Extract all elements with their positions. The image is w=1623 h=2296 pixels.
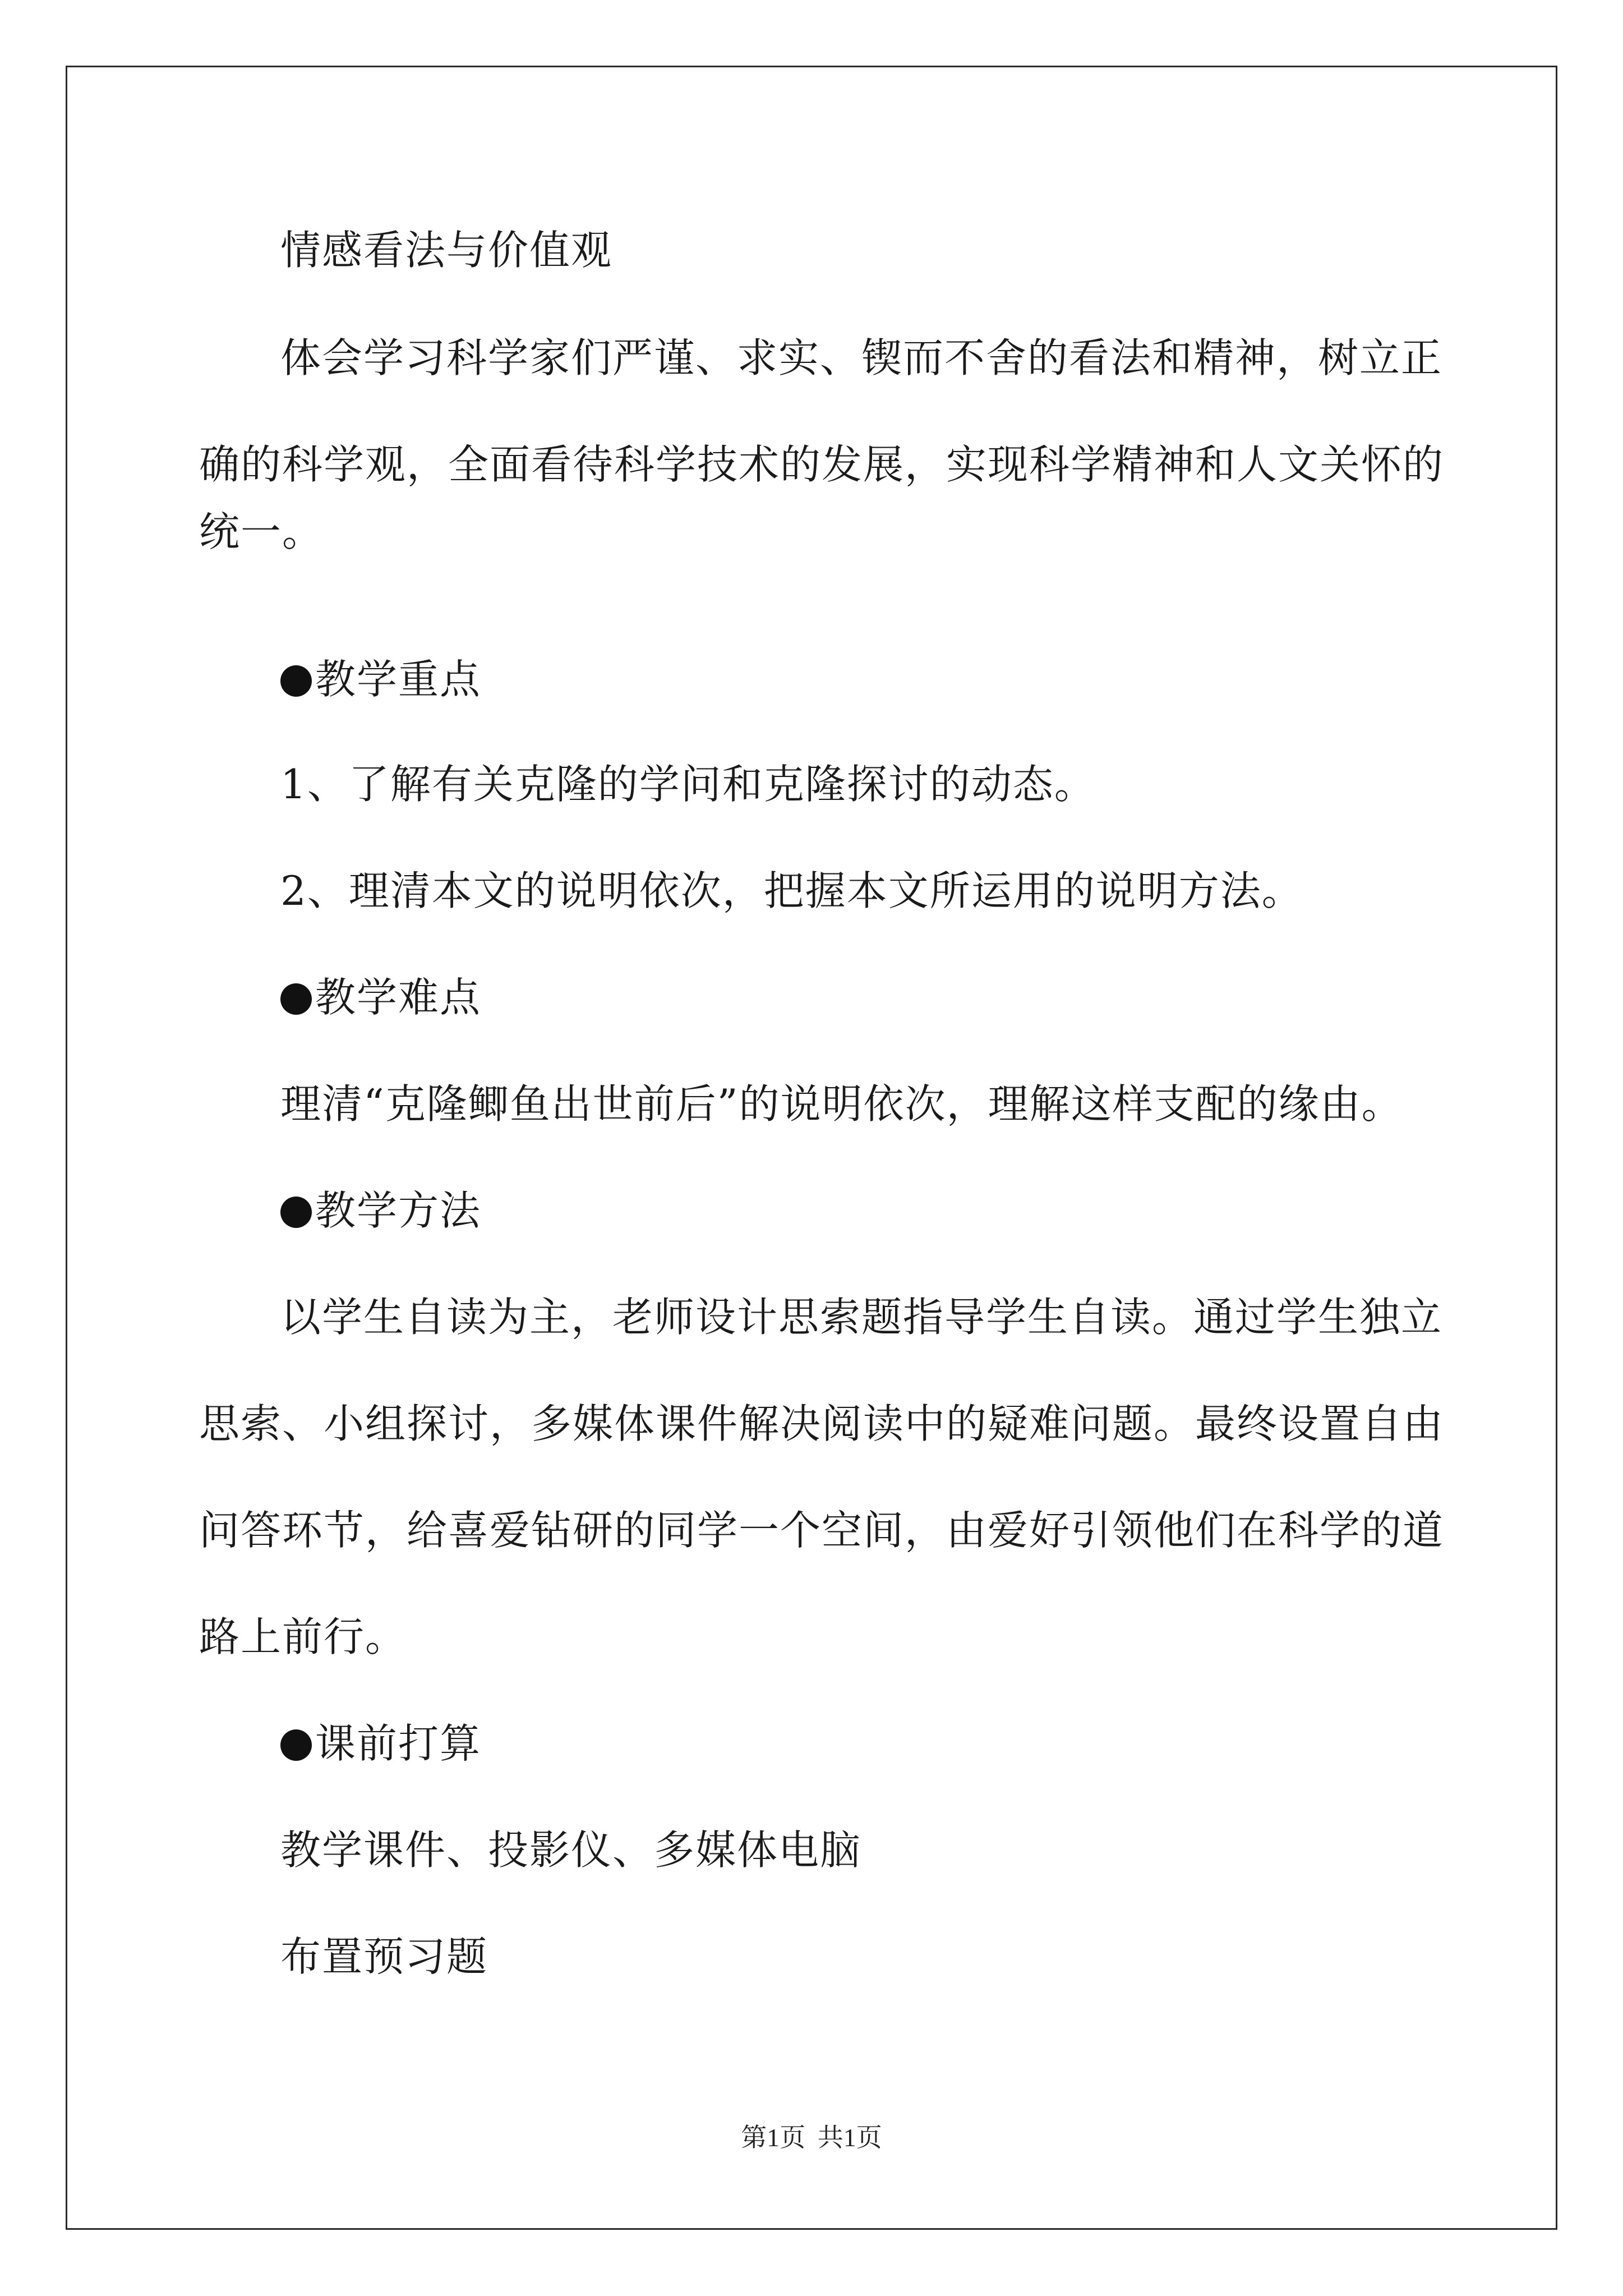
paragraph-line: 路上前行。 [199, 1613, 407, 1660]
paragraph-line: 问答环节，给喜爱钻研的同学一个空间，由爱好引领他们在科学的道 [199, 1507, 1445, 1554]
page-border [66, 66, 1557, 2230]
paragraph-line: 体会学习科学家们严谨、求实、锲而不舍的看法和精神，树立正 [280, 334, 1443, 381]
bullet-icon [280, 1197, 312, 1228]
section-heading-key-points [280, 652, 481, 706]
page-footer: 第1页 共1页 [741, 2123, 882, 2152]
section-heading-difficulty [280, 970, 481, 1024]
bullet-icon [280, 1729, 312, 1761]
paragraph-line: 统一。 [199, 508, 324, 555]
bullet-icon [280, 665, 312, 697]
list-item: 2、理清本文的说明依次，把握本文所运用的说明方法。 [280, 867, 1303, 914]
paragraph-line: 教学课件、投影仪、多媒体电脑 [280, 1826, 862, 1874]
list-item: 1、了解有关克隆的学问和克隆探讨的动态。 [280, 761, 1096, 808]
paragraph-line: 以学生自读为主，老师设计思索题指导学生自读。通过学生独立 [280, 1294, 1443, 1341]
heading-text: 教学方法 [315, 1187, 482, 1234]
heading-text: 教学难点 [315, 974, 482, 1021]
paragraph-line: 思索、小组探讨，多媒体课件解决阅读中的疑难问题。最终设置自由 [199, 1400, 1445, 1447]
paragraph-line: 确的科学观，全面看待科学技术的发展，实现科学精神和人文关怀的 [199, 441, 1445, 488]
heading-text: 课前打算 [315, 1720, 482, 1767]
heading-text: 教学重点 [315, 656, 482, 703]
section-heading-method [280, 1184, 481, 1237]
section-heading-values: 情感看法与价值观 [280, 227, 613, 274]
paragraph-line: 理清“克隆鲫鱼出世前后”的说明依次，理解这样支配的缘由。 [280, 1080, 1403, 1128]
section-heading-preparation [280, 1717, 481, 1770]
bullet-icon [280, 983, 312, 1015]
paragraph-line: 布置预习题 [280, 1933, 488, 1980]
